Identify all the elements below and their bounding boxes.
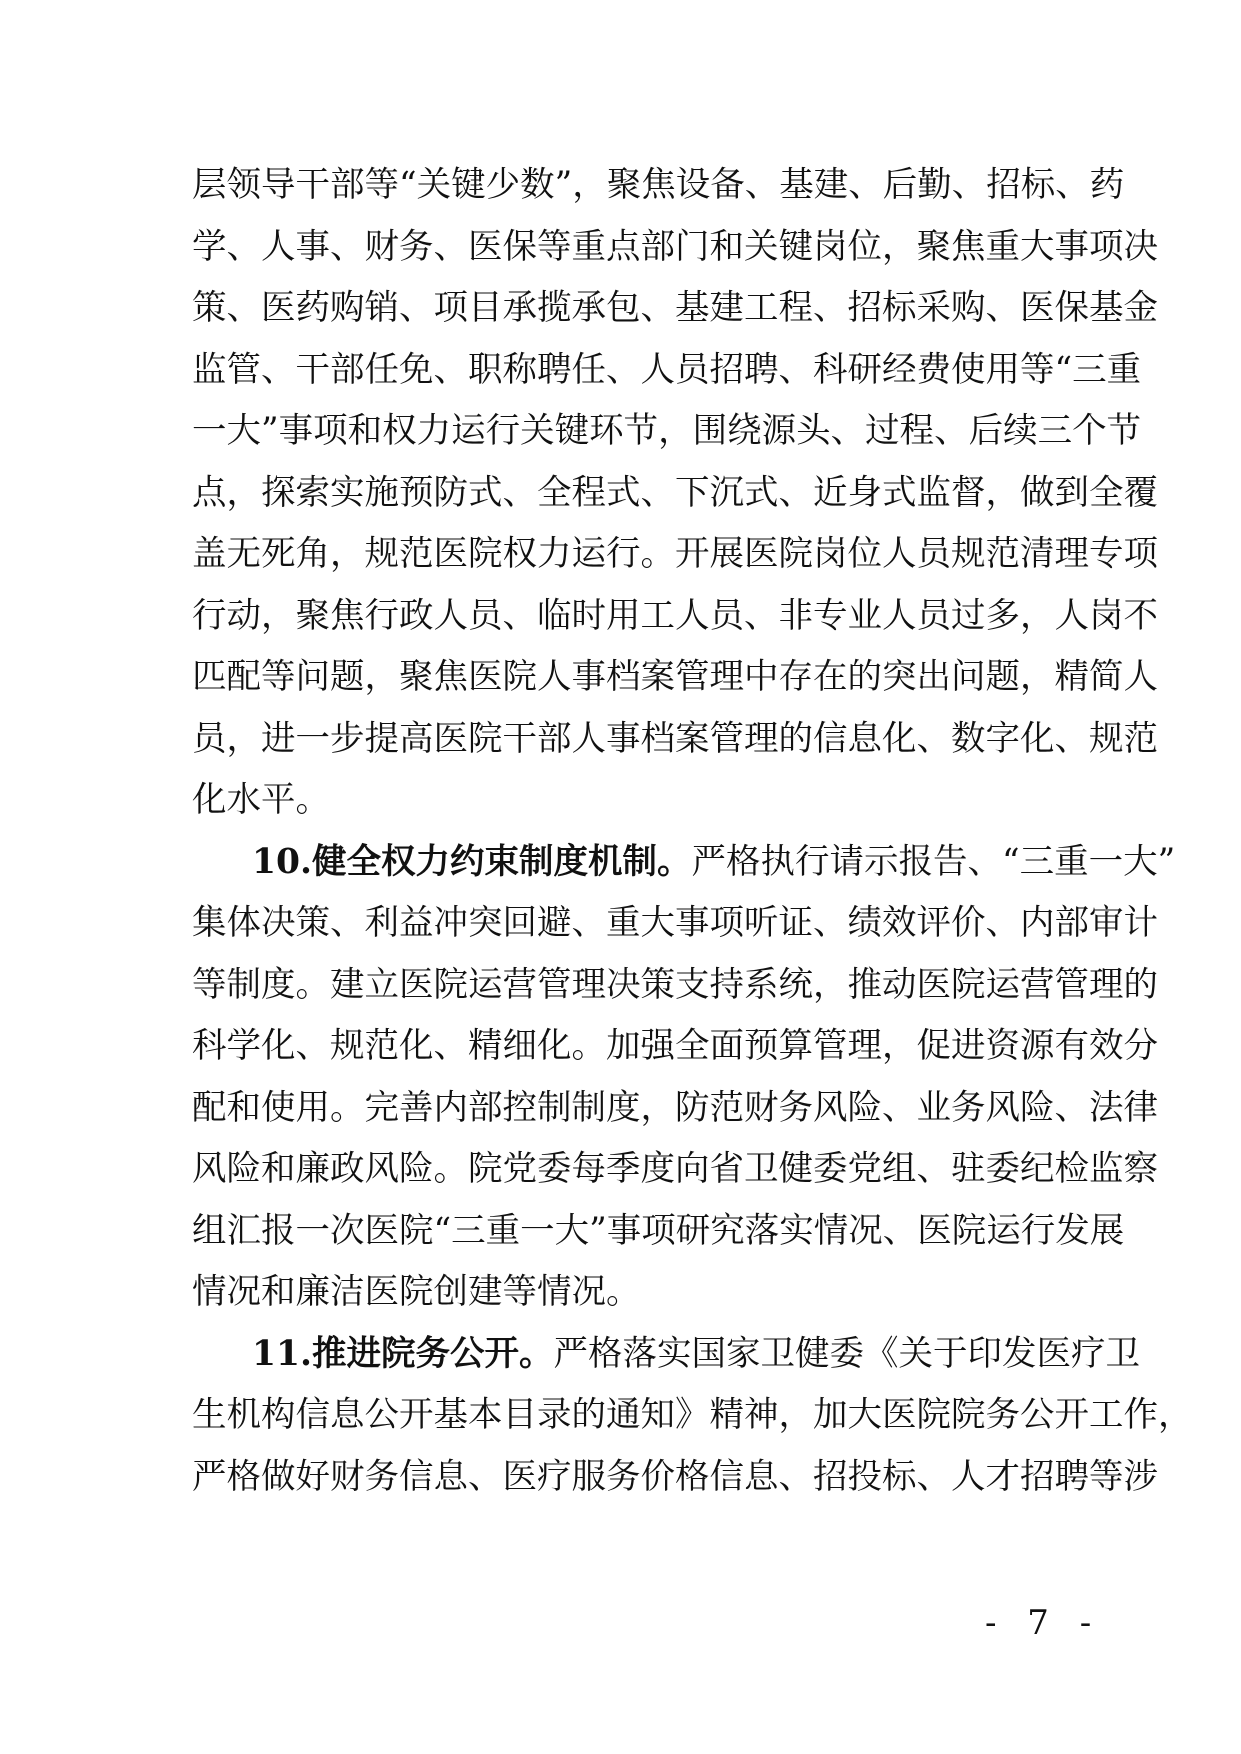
text-line: 集体决策、利益冲突回避、重大事项听证、绩效评价、内部审计 <box>192 903 1158 943</box>
continued-paragraph <box>192 155 1158 832</box>
section-item-11 <box>192 1324 1193 1509</box>
text-line: 匹配等问题，聚焦医院人事档案管理中存在的突出问题，精简人 <box>192 657 1158 697</box>
text-line: 科学化、规范化、精细化。加强全面预算管理，促进资源有效分 <box>192 1026 1158 1066</box>
text-line: 生机构信息公开基本目录的通知》精神，加大医院院务公开工作， <box>192 1395 1193 1435</box>
text-line: 员，进一步提高医院干部人事档案管理的信息化、数字化、规范 <box>192 718 1158 759</box>
document-body <box>192 155 1193 1508</box>
text-line: 盖无死角，规范医院权力运行。开展医院岗位人员规范清理专项 <box>192 534 1158 574</box>
text-line: 点，探索实施预防式、全程式、下沉式、近身式监督，做到全覆 <box>192 472 1158 513</box>
section-item-10 <box>192 832 1176 1324</box>
section-first-line <box>192 1324 1141 1386</box>
section-heading: 11.推进院务公开。 <box>252 1333 554 1374</box>
section-heading: 10.健全权力约束制度机制。 <box>252 841 692 882</box>
text-line: 配和使用。完善内部控制制度，防范财务风险、业务风险、法律 <box>192 1087 1158 1128</box>
page-number: - 7 - <box>985 1603 1102 1643</box>
text-line: 化水平。 <box>192 780 330 820</box>
text-line: 严格做好财务信息、医疗服务价格信息、招投标、人才招聘等涉 <box>192 1456 1158 1497</box>
text-line: 层领导干部等“关键少数”，聚焦设备、基建、后勤、招标、药 <box>192 165 1125 205</box>
text-line: 一大”事项和权力运行关键环节，围绕源头、过程、后续三个节 <box>192 411 1142 451</box>
text-line: 情况和廉洁医院创建等情况。 <box>192 1272 641 1312</box>
text-line: 学、人事、财务、医保等重点部门和关键岗位，聚焦重大事项决 <box>192 226 1158 267</box>
section-lead-text: 严格落实国家卫健委《关于印发医疗卫 <box>553 1333 1141 1374</box>
text-line: 等制度。建立医院运营管理决策支持系统，推动医院运营管理的 <box>192 964 1158 1005</box>
text-line: 策、医药购销、项目承揽承包、基建工程、招标采购、医保基金 <box>192 288 1158 328</box>
text-line: 监管、干部任免、职称聘任、人员招聘、科研经费使用等“三重 <box>192 349 1142 390</box>
text-line: 风险和廉政风险。院党委每季度向省卫健委党组、驻委纪检监察 <box>192 1149 1158 1189</box>
text-line: 行动，聚焦行政人员、临时用工人员、非专业人员过多，人岗不 <box>192 595 1158 636</box>
section-lead-text: 严格执行请示报告、“三重一大” <box>691 841 1176 882</box>
text-line: 组汇报一次医院“三重一大”事项研究落实情况、医院运行发展 <box>192 1210 1125 1251</box>
section-first-line <box>192 832 1176 894</box>
